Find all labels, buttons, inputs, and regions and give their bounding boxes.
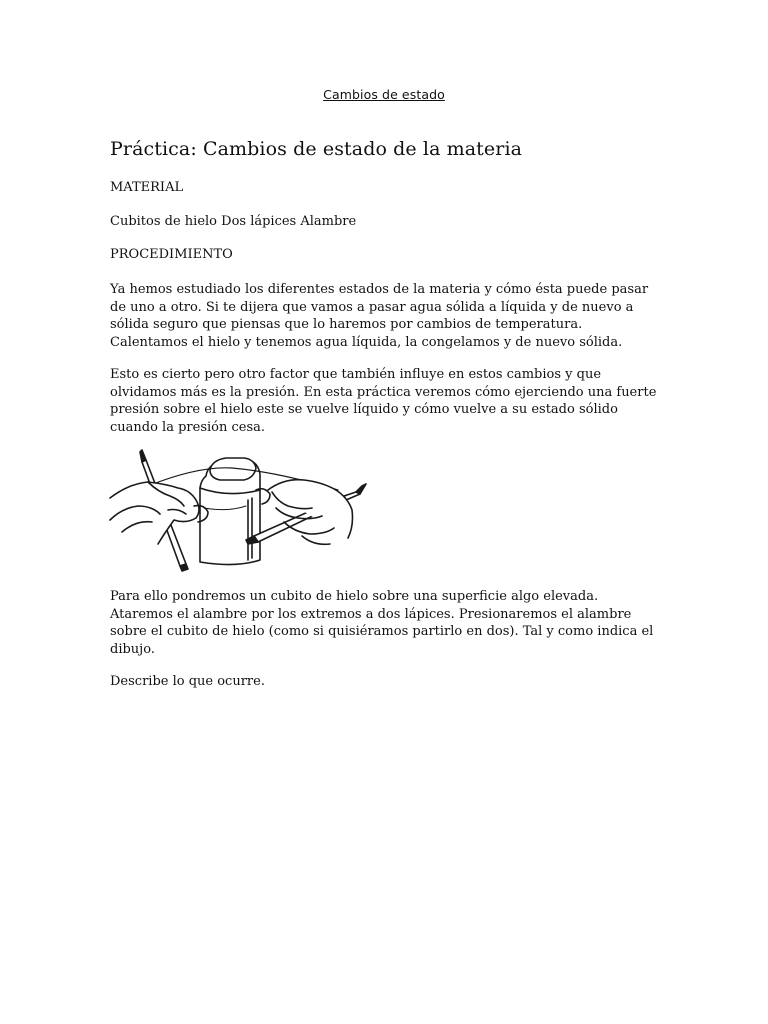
material-list: Cubitos de hielo Dos lápices Alambre: [110, 214, 357, 229]
paragraph-pressure: [110, 366, 656, 436]
paragraph-question: Describe lo que ocurre.: [110, 674, 265, 689]
paragraph-line: sobre el cubito de hielo (como si quisiéramos partirlo en dos). Tal y como indica el: [110, 624, 654, 639]
paragraph-line: Ataremos el alambre por los extremos a dos lápices. Presionaremos el alambre: [110, 606, 632, 622]
hands-pressing-wire-on-ice-drawing: [108, 448, 370, 572]
paragraph-line: olvidamos más es la presión. En esta práctica veremos cómo ejerciendo una fuerte: [110, 384, 657, 400]
paragraph-setup: [110, 588, 653, 658]
paragraph-line: Ya hemos estudiado los diferentes estados de la materia y cómo ésta puede pasar: [110, 282, 649, 297]
procedure-heading: PROCEDIMIENTO: [110, 247, 233, 262]
paragraph-line: cuando la presión cesa.: [110, 419, 266, 435]
material-heading: MATERIAL: [110, 180, 184, 195]
paragraph-line: presión sobre el hielo este se vuelve líquido y cómo vuelve a su estado sólido: [110, 402, 618, 417]
paragraph-line: Calentamos el hielo y tenemos agua líquida, la congelamos y de nuevo sólida.: [110, 334, 623, 350]
page-title: Práctica: Cambios de estado de la materia: [110, 138, 523, 160]
paragraph-line: Esto es cierto pero otro factor que también influye en estos cambios y que: [110, 367, 602, 382]
paragraph-line: de uno a otro. Si te dijera que vamos a pasar agua sólida a líquida y de nuevo a: [110, 299, 634, 315]
left-hand-drawing: [110, 482, 208, 544]
paragraph-line: dibujo.: [110, 641, 155, 657]
ice-cube-drawing: [200, 458, 260, 565]
paragraph-line: sólida seguro que piensas que lo haremos por cambios de temperatura.: [110, 317, 583, 332]
paragraph-intro: [110, 281, 648, 351]
paragraph-line: Para ello pondremos un cubito de hielo sobre una superficie algo elevada.: [110, 589, 599, 604]
document-header-title: Cambios de estado: [323, 87, 445, 102]
